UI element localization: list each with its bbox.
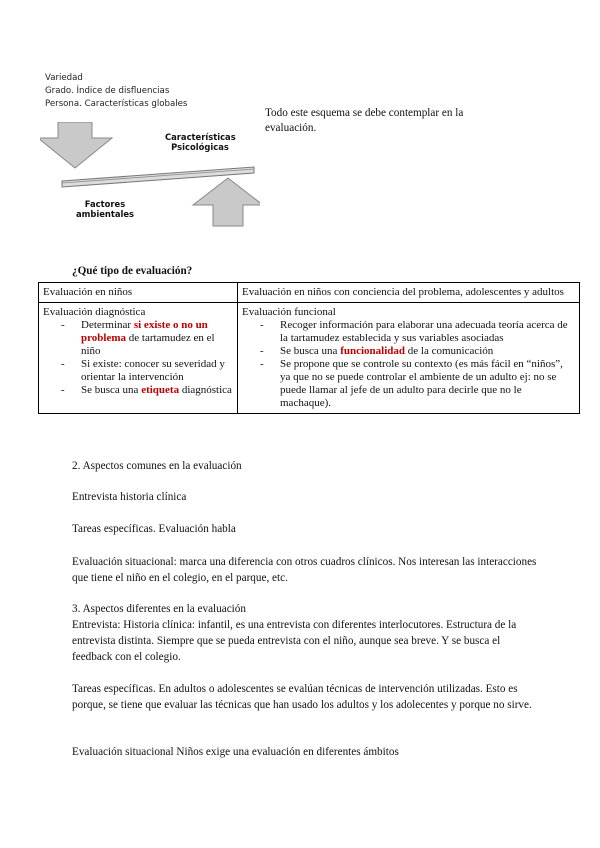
paragraph: 3. Aspectos diferentes en la evaluación bbox=[72, 603, 246, 615]
table-row bbox=[39, 303, 580, 414]
list-item: - Determinar si existe o no un problema de tartamudez en el niño bbox=[81, 319, 233, 358]
paragraph: Tareas específicas. En adultos o adolescentes se evalúan técnicas de intervención utilizadas. Esto es porque, se tiene que evaluar las técnicas que han usado los adultos y los adolecentes y porque no sirve. bbox=[72, 683, 532, 711]
schema-note: Todo este esquema se debe contemplar en la evaluación. bbox=[265, 107, 464, 134]
paragraph: Tareas específicas. Evaluación habla bbox=[72, 523, 236, 535]
bullet-list bbox=[43, 319, 233, 397]
list-item: - Se busca una etiqueta diagnóstica bbox=[81, 384, 233, 397]
paragraph: 2. Aspectos comunes en la evaluación bbox=[72, 460, 242, 472]
paragraph: Evaluación situacional: marca una diferencia con otros cuadros clínicos. Nos interesan las interacciones que tiene el niño en el colegio, en el parque, etc. bbox=[72, 556, 537, 584]
table-cell-functional bbox=[238, 303, 580, 414]
diagram-line-persona: Persona. Características globales bbox=[45, 99, 188, 109]
down-arrow-icon bbox=[40, 122, 112, 168]
diagram-line-variedad: Variedad bbox=[45, 73, 83, 83]
table-cell-diagnostic bbox=[39, 303, 238, 414]
cell-title: Evaluación funcional bbox=[242, 306, 336, 318]
evaluation-table bbox=[38, 282, 580, 414]
up-arrow-icon bbox=[193, 178, 260, 226]
list-item: - Se busca una funcionalidad de la comunicación bbox=[280, 345, 575, 358]
list-item: - Se propone que se controle su contexto (es más fácil en “niños”, ya que no se puede controlar el ambiente de un adulto ej: no se puede llamar al jefe de un adulto para decirle que no le machaque). bbox=[280, 358, 575, 410]
section-title: ¿Qué tipo de evaluación? bbox=[72, 265, 193, 277]
cell-title: Evaluación diagnóstica bbox=[43, 306, 146, 318]
paragraph: Evaluación situacional Niños exige una evaluación en diferentes ámbitos bbox=[72, 746, 399, 758]
table-header-cell: Evaluación en niños con conciencia del problema, adolescentes y adultos bbox=[238, 283, 580, 303]
list-item: - Recoger información para elaborar una adecuada teoría acerca de la tartamudez establecida y sus variables asociadas bbox=[280, 319, 575, 345]
bullet-list bbox=[242, 319, 575, 410]
paragraph: Entrevista historia clínica bbox=[72, 491, 187, 503]
list-item: - Si existe: conocer su severidad y orientar la intervención bbox=[81, 358, 233, 384]
diagram-line-grado: Grado. Índice de disfluencias bbox=[45, 86, 170, 96]
diagram-text bbox=[45, 72, 187, 111]
diagram-label-psychological: Características Psicológicas bbox=[165, 132, 236, 152]
table-header-row bbox=[39, 283, 580, 303]
paragraph: Entrevista: Historia clínica: infantil, es una entrevista con diferentes interlocutores. Estructura de la entrevista distinta. Siempre que se pueda entrevista con el niño, aunque sea breve. Y se busca el feedback con el colegio. bbox=[72, 619, 517, 663]
table-header-cell: Evaluación en niños bbox=[39, 283, 238, 303]
diagram-label-environmental: Factores ambientales bbox=[75, 199, 135, 219]
